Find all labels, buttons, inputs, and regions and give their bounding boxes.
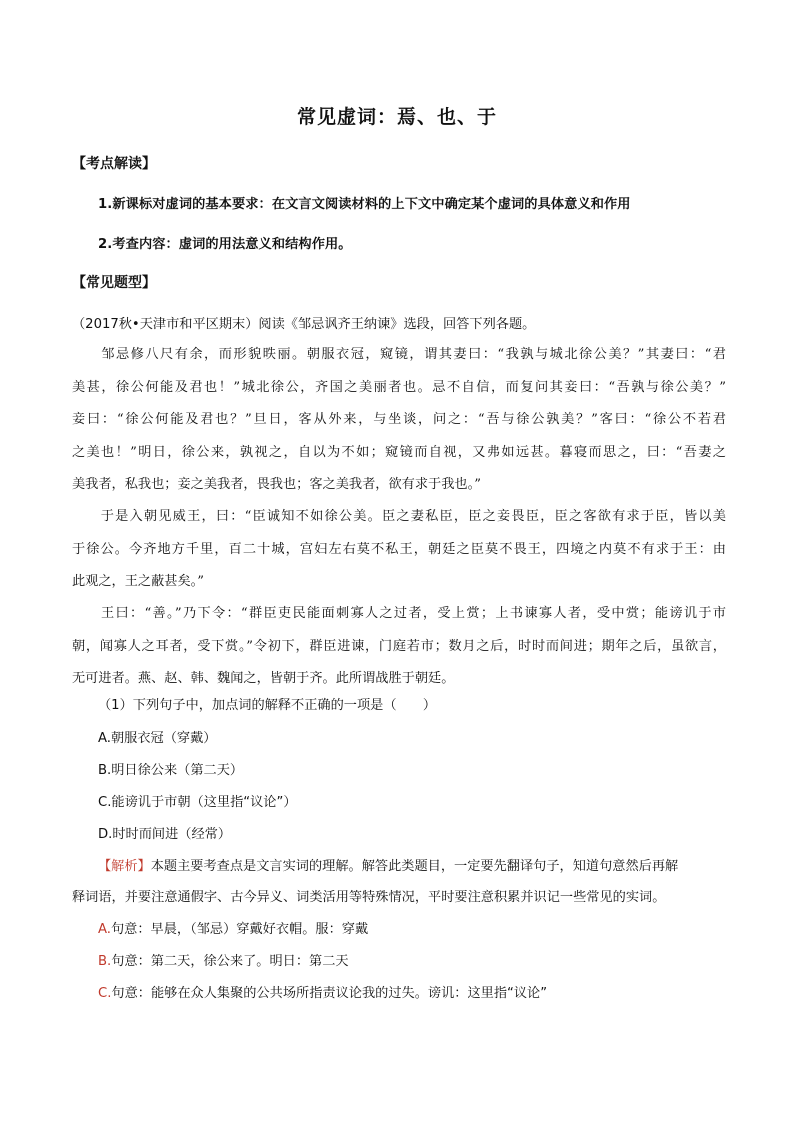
option-a: A.朝服衣冠（穿戴）: [98, 731, 217, 746]
answer-b-label: B.: [98, 954, 112, 969]
passage-line: 朝，闻寡人之耳者，受下赏。”令初下，群臣进谏，门庭若市；数月之后，时时而间进；期年之后，虽欲言，: [72, 638, 726, 654]
passage-line: 美我者，私我也；妾之美我者，畏我也；客之美我者，欲有求于我也。”: [72, 477, 481, 492]
answer-b-text: 句意：第二天，徐公来了。明日：第二天: [111, 954, 349, 969]
passage-paragraph-2: [72, 501, 726, 599]
answer-a: [98, 918, 368, 937]
analysis-text-1: 本题主要考查点是文言实词的理解。解答此类题目，一定要先翻译句子，知道句意然后再解: [150, 859, 679, 874]
passage-line: 美甚，徐公何能及君也！”城北徐公，齐国之美丽者也。忌不自信，而复问其妾曰：“吾孰与徐公美？”: [72, 379, 726, 395]
analysis-label: 【解析】: [98, 859, 151, 874]
answer-c-text: 句意：能够在众人集聚的公共场所指责议论我的过失。谤讥：这里指“议论”: [111, 986, 548, 1001]
question-1: （1）下列句子中，加点词的解释不正确的一项是（ ）: [98, 698, 437, 713]
page-title: 常见虚词：焉、也、于: [296, 106, 497, 128]
passage-line: 于是入朝见威王，曰：“臣诚知不如徐公美。臣之妻私臣，臣之妾畏臣，臣之客欲有求于臣，皆以美: [72, 509, 726, 524]
analysis-line-1: [98, 855, 726, 874]
passage-line: 邹忌修八尺有余，而形貌昳丽。朝服衣冠，窥镜，谓其妻曰：“我孰与城北徐公美？”其妻曰：“君: [72, 347, 726, 362]
passage-line: 此观之，王之蔽甚矣。”: [72, 574, 205, 589]
answer-b: [98, 950, 349, 969]
passage-line: 王曰：“善。”乃下令：“群臣吏民能面刺寡人之过者，受上赏；上书谏寡人者，受中赏；能谤讥于市: [72, 606, 726, 621]
analysis-line-2: 释词语，并要注意通假字、古今异义、词类活用等特殊情况，平时要注意积累并识记一些常见的实词。: [72, 890, 666, 905]
passage-line: 于徐公。今齐地方千里，百二十城，宫妇左右莫不私王，朝廷之臣莫不畏王，四境之内莫不有求于王：由: [72, 541, 726, 557]
answer-c: [98, 982, 547, 1001]
passage-paragraph-3: [72, 598, 726, 696]
section-heading-key-points: 【考点解读】: [72, 156, 156, 172]
passage-line: 妾曰：“徐公何能及君也？”旦日，客从外来，与坐谈，问之：“吾与徐公孰美？”客曰：“徐公不若君: [72, 412, 726, 427]
requirement-1: 1.新课标对虚词的基本要求：在文言文阅读材料的上下文中确定某个虚词的具体意义和作用: [98, 197, 631, 212]
section-heading-question-types: 【常见题型】: [72, 275, 156, 291]
passage-line: 无可进者。燕、赵、韩、魏闻之，皆朝于齐。此所谓战胜于朝廷。: [72, 671, 455, 686]
answer-a-label: A.: [98, 922, 111, 937]
passage-paragraph-1: [72, 339, 726, 502]
answer-c-label: C.: [98, 986, 112, 1001]
requirement-2: 2.考查内容：虚词的用法意义和结构作用。: [98, 237, 352, 252]
question-intro: （2017秋•天津市和平区期末）阅读《邹忌讽齐王纳谏》选段，回答下列各题。: [72, 317, 536, 332]
option-c: C.能谤讥于市朝（这里指“议论”）: [98, 795, 297, 810]
option-d: D.时时而间进（经常）: [98, 827, 232, 842]
passage-line: 之美也！”明日，徐公来，孰视之，自以为不如；窥镜而自视，又弗如远甚。暮寝而思之，曰：“吾妻之: [72, 444, 726, 460]
answer-a-text: 句意：早晨，（邹忌）穿戴好衣帽。服：穿戴: [110, 922, 369, 937]
option-b: B.明日徐公来（第二天）: [98, 763, 244, 778]
